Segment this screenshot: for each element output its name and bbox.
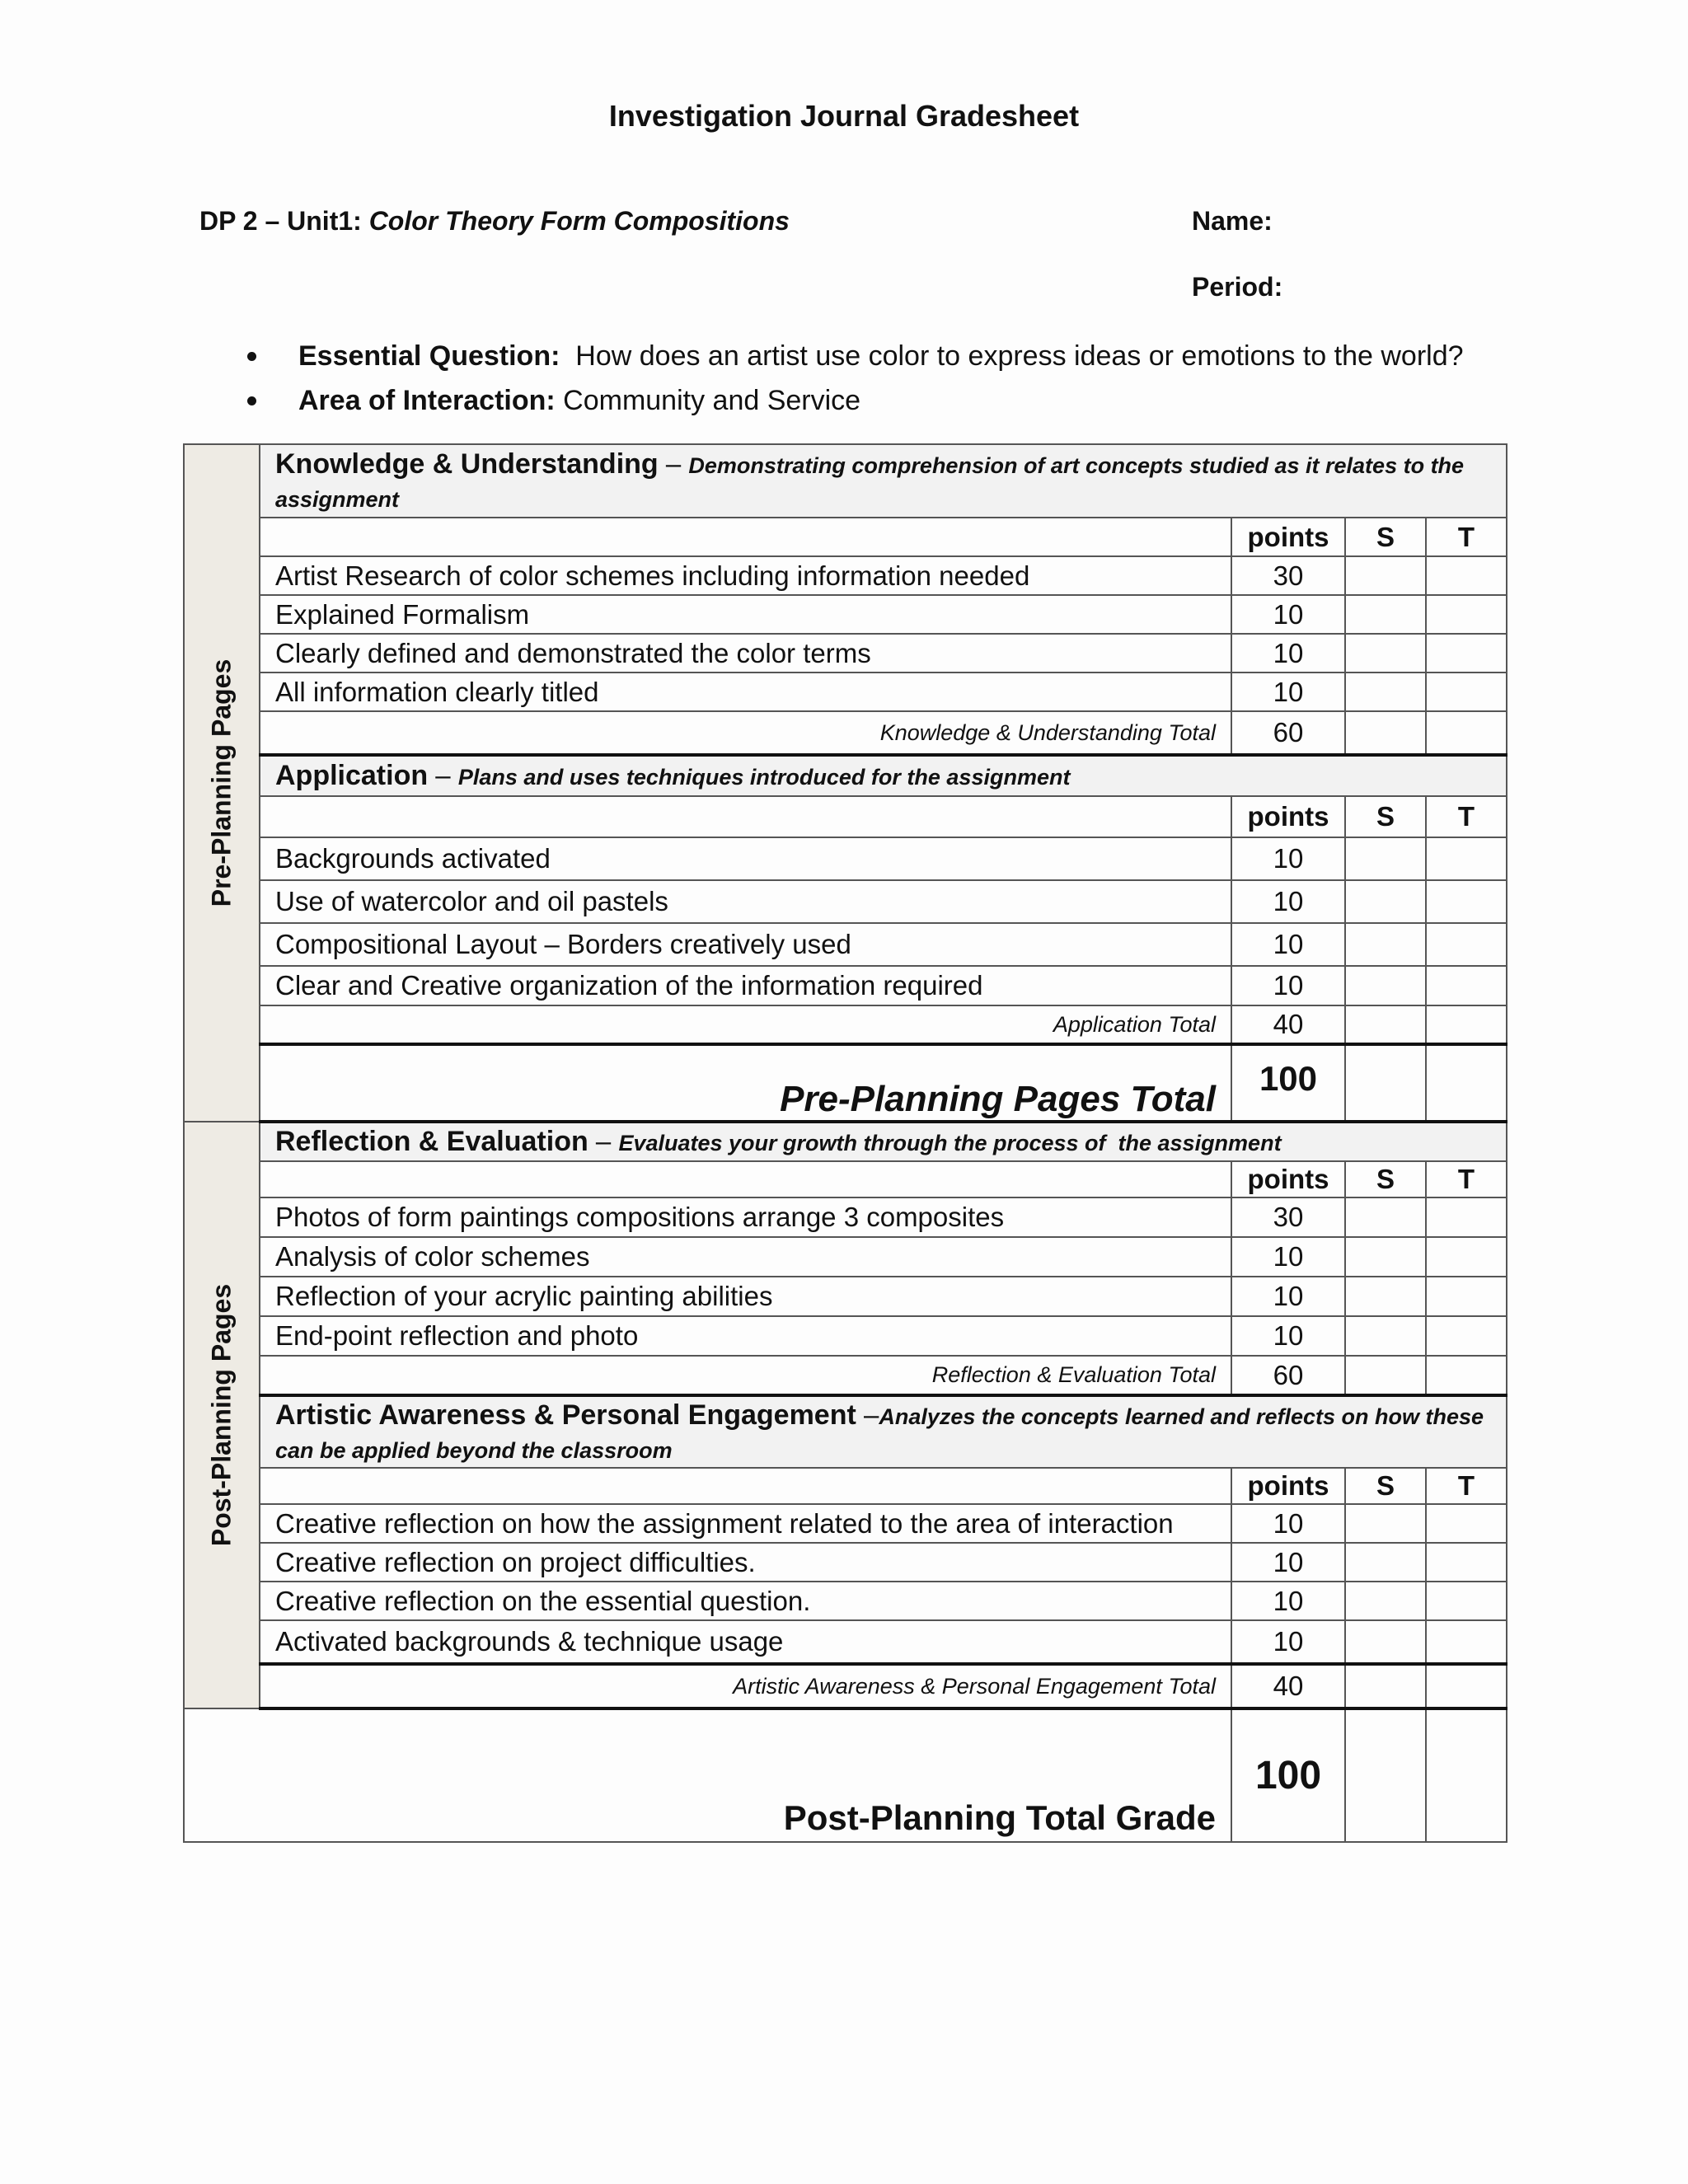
table-row <box>184 966 1507 1005</box>
section-header-reflection <box>184 1122 1507 1161</box>
bullet-text: How does an artist use color to express ideas or emotions to the world? <box>560 340 1464 372</box>
score-s-input[interactable] <box>1345 1197 1426 1237</box>
table-row <box>184 837 1507 880</box>
criteria-cell: Creative reflection on how the assignment related to the area of interaction <box>260 1504 1231 1543</box>
section-header-artistic-awareness <box>184 1395 1507 1468</box>
points-cell: 30 <box>1231 1197 1345 1237</box>
score-s-input[interactable] <box>1345 880 1426 923</box>
score-t-input[interactable] <box>1426 1582 1507 1620</box>
points-cell: 40 <box>1231 1005 1345 1044</box>
subtotal-label: Application Total <box>260 1005 1231 1044</box>
post-planning-total-row <box>184 1708 1507 1842</box>
unit-title: Color Theory Form Compositions <box>368 206 790 236</box>
criteria-cell: Backgrounds activated <box>260 837 1231 880</box>
text-label: Reflection & Evaluation <box>275 1126 588 1158</box>
points-cell: 10 <box>1231 837 1345 880</box>
points-cell: 10 <box>1231 595 1345 634</box>
table-row <box>184 634 1507 673</box>
column-header-row <box>184 1161 1507 1197</box>
criteria-cell: Clear and Creative organization of the information required <box>260 966 1231 1005</box>
table-row <box>184 923 1507 966</box>
column-header-row <box>184 518 1507 556</box>
points-cell: 10 <box>1231 1237 1345 1277</box>
score-s-input[interactable] <box>1345 1620 1426 1664</box>
text-label: Demonstrating comprehension of art concepts studied as it relates to the assignment <box>275 453 1465 513</box>
criteria-cell: Explained Formalism <box>260 595 1231 634</box>
text-label: – <box>658 448 689 480</box>
points-cell: 10 <box>1231 1582 1345 1620</box>
criteria-cell: S <box>1345 796 1426 837</box>
score-s-input[interactable] <box>1345 1044 1426 1122</box>
score-t-input[interactable] <box>1426 1708 1507 1842</box>
bullet-text: Community and Service <box>555 385 861 416</box>
table-row <box>184 673 1507 711</box>
points-cell: points <box>1231 1161 1345 1197</box>
points-cell: 60 <box>1231 711 1345 755</box>
text-label: – <box>428 760 458 791</box>
score-s-input[interactable] <box>1345 923 1426 966</box>
text-label: Analyzes the concepts learned and reflects on how these can be applied beyond the classroom <box>275 1404 1484 1464</box>
points-cell: 10 <box>1231 1277 1345 1316</box>
criteria-cell: S <box>1345 518 1426 556</box>
points-cell: points <box>1231 1468 1345 1504</box>
table-row <box>184 1237 1507 1277</box>
score-t-input[interactable] <box>1426 1277 1507 1316</box>
points-cell: 10 <box>1231 634 1345 673</box>
criteria-cell: Compositional Layout – Borders creatively used <box>260 923 1231 966</box>
score-s-input[interactable] <box>1345 1543 1426 1582</box>
criteria-cell <box>260 518 1231 556</box>
page-title: Investigation Journal Gradesheet <box>608 99 1080 133</box>
points-cell: 30 <box>1231 556 1345 595</box>
section-header-knowledge <box>184 444 1507 518</box>
criteria-cell: Clearly defined and demonstrated the color terms <box>260 634 1231 673</box>
table-row <box>184 1582 1507 1620</box>
bullet-label: Area of Interaction: <box>298 385 556 416</box>
table-row <box>184 1543 1507 1582</box>
column-header-row <box>184 1468 1507 1504</box>
criteria-cell: Creative reflection on the essential question. <box>260 1582 1231 1620</box>
bullet-icon <box>247 352 256 361</box>
pre-planning-total-row <box>184 1044 1507 1122</box>
unit-line <box>199 206 790 237</box>
table-row <box>184 880 1507 923</box>
criteria-cell <box>260 444 1507 518</box>
score-t-input[interactable] <box>1426 880 1507 923</box>
criteria-cell <box>260 755 1507 796</box>
score-s-input[interactable] <box>1345 711 1426 755</box>
unit-prefix: DP 2 – Unit1: <box>199 206 369 236</box>
score-s-input[interactable] <box>1345 634 1426 673</box>
post-planning-total-label: Post-Planning Total Grade <box>184 1708 1231 1842</box>
pre-planning-total-value: 100 <box>1231 1044 1345 1122</box>
pre-planning-total-label: Pre-Planning Pages Total <box>260 1044 1231 1122</box>
text-label: Plans and uses techniques introduced for the assignment <box>457 765 1071 790</box>
criteria-cell <box>260 1122 1507 1161</box>
table-row <box>184 1620 1507 1664</box>
criteria-cell: Activated backgrounds & technique usage <box>260 1620 1231 1664</box>
score-t-input[interactable] <box>1426 1356 1507 1395</box>
points-cell: 10 <box>1231 1316 1345 1356</box>
table-row <box>184 1504 1507 1543</box>
text-label: Pre-Planning Pages <box>206 658 237 907</box>
text-label: – <box>856 1399 879 1431</box>
points-cell: 10 <box>1231 673 1345 711</box>
table-row <box>184 556 1507 595</box>
text-label: – <box>588 1126 619 1157</box>
criteria-cell: End-point reflection and photo <box>260 1316 1231 1356</box>
score-t-input[interactable] <box>1426 1237 1507 1277</box>
score-t-input[interactable] <box>1426 1543 1507 1582</box>
criteria-cell <box>260 796 1231 837</box>
score-s-input[interactable] <box>1345 1005 1426 1044</box>
criteria-cell: S <box>1345 1468 1426 1504</box>
score-s-input[interactable] <box>1345 1708 1426 1842</box>
score-t-input[interactable] <box>1426 1504 1507 1543</box>
score-t-input[interactable] <box>1426 556 1507 595</box>
points-cell: 40 <box>1231 1664 1345 1708</box>
table-row <box>184 1277 1507 1316</box>
points-cell: 10 <box>1231 923 1345 966</box>
score-s-input[interactable] <box>1345 966 1426 1005</box>
score-s-input[interactable] <box>1345 595 1426 634</box>
criteria-cell: T <box>1426 1161 1507 1197</box>
criteria-cell: Use of watercolor and oil pastels <box>260 880 1231 923</box>
score-s-input[interactable] <box>1345 1664 1426 1708</box>
criteria-cell: Photos of form paintings compositions arrange 3 composites <box>260 1197 1231 1237</box>
score-s-input[interactable] <box>1345 1316 1426 1356</box>
side-label-post-planning <box>184 1122 260 1708</box>
score-s-input[interactable] <box>1345 1504 1426 1543</box>
score-t-input[interactable] <box>1426 1197 1507 1237</box>
text-label: Artistic Awareness & Personal Engagement <box>275 1399 856 1432</box>
score-t-input[interactable] <box>1426 711 1507 755</box>
criteria-cell: All information clearly titled <box>260 673 1231 711</box>
criteria-cell: S <box>1345 1161 1426 1197</box>
points-cell: points <box>1231 796 1345 837</box>
score-s-input[interactable] <box>1345 1237 1426 1277</box>
text-label: Application <box>275 760 429 792</box>
score-s-input[interactable] <box>1345 673 1426 711</box>
post-planning-total-value: 100 <box>1231 1708 1345 1842</box>
subtotal-row <box>184 1356 1507 1395</box>
points-cell: 10 <box>1231 966 1345 1005</box>
score-t-input[interactable] <box>1426 673 1507 711</box>
score-s-input[interactable] <box>1345 837 1426 880</box>
points-cell: points <box>1231 518 1345 556</box>
subtotal-row <box>184 1005 1507 1044</box>
score-t-input[interactable] <box>1426 1316 1507 1356</box>
points-cell: 10 <box>1231 1620 1345 1664</box>
bullet-icon <box>247 396 256 405</box>
criteria-cell: Reflection of your acrylic painting abilities <box>260 1277 1231 1316</box>
subtotal-row <box>184 711 1507 755</box>
subtotal-row <box>184 1664 1507 1708</box>
points-cell: 60 <box>1231 1356 1345 1395</box>
column-header-row <box>184 796 1507 837</box>
period-label: Period: <box>1192 272 1283 302</box>
criteria-cell: Artist Research of color schemes including information needed <box>260 556 1231 595</box>
text-label: Knowledge & Understanding <box>275 448 659 480</box>
text-label: Post-Planning Pages <box>206 1283 237 1547</box>
criteria-cell <box>260 1395 1507 1468</box>
score-t-input[interactable] <box>1426 1664 1507 1708</box>
score-t-input[interactable] <box>1426 634 1507 673</box>
table-row <box>184 1197 1507 1237</box>
score-t-input[interactable] <box>1426 923 1507 966</box>
subtotal-label: Reflection & Evaluation Total <box>260 1356 1231 1395</box>
criteria-cell <box>260 1161 1231 1197</box>
score-t-input[interactable] <box>1426 966 1507 1005</box>
criteria-cell <box>260 1468 1231 1504</box>
subtotal-label: Artistic Awareness & Personal Engagement Total <box>260 1664 1231 1708</box>
score-t-input[interactable] <box>1426 1005 1507 1044</box>
side-label-pre-planning <box>184 444 260 1122</box>
criteria-cell: Analysis of color schemes <box>260 1237 1231 1277</box>
score-t-input[interactable] <box>1426 1044 1507 1122</box>
score-s-input[interactable] <box>1345 1582 1426 1620</box>
score-s-input[interactable] <box>1345 1356 1426 1395</box>
text-label: Evaluates your growth through the process of the assignment <box>618 1131 1282 1156</box>
points-cell: 10 <box>1231 1504 1345 1543</box>
points-cell: 10 <box>1231 1543 1345 1582</box>
criteria-cell: T <box>1426 796 1507 837</box>
subtotal-label: Knowledge & Understanding Total <box>260 711 1231 755</box>
criteria-cell: T <box>1426 518 1507 556</box>
score-t-input[interactable] <box>1426 837 1507 880</box>
bullet-label: Essential Question: <box>298 340 560 372</box>
score-t-input[interactable] <box>1426 595 1507 634</box>
criteria-cell: T <box>1426 1468 1507 1504</box>
score-t-input[interactable] <box>1426 1620 1507 1664</box>
section-header-application <box>184 755 1507 796</box>
score-s-input[interactable] <box>1345 1277 1426 1316</box>
score-s-input[interactable] <box>1345 556 1426 595</box>
grade-table <box>183 443 1507 1843</box>
criteria-cell: Creative reflection on project difficulties. <box>260 1543 1231 1582</box>
name-label: Name: <box>1192 206 1273 236</box>
table-row <box>184 595 1507 634</box>
points-cell: 10 <box>1231 880 1345 923</box>
table-row <box>184 1316 1507 1356</box>
